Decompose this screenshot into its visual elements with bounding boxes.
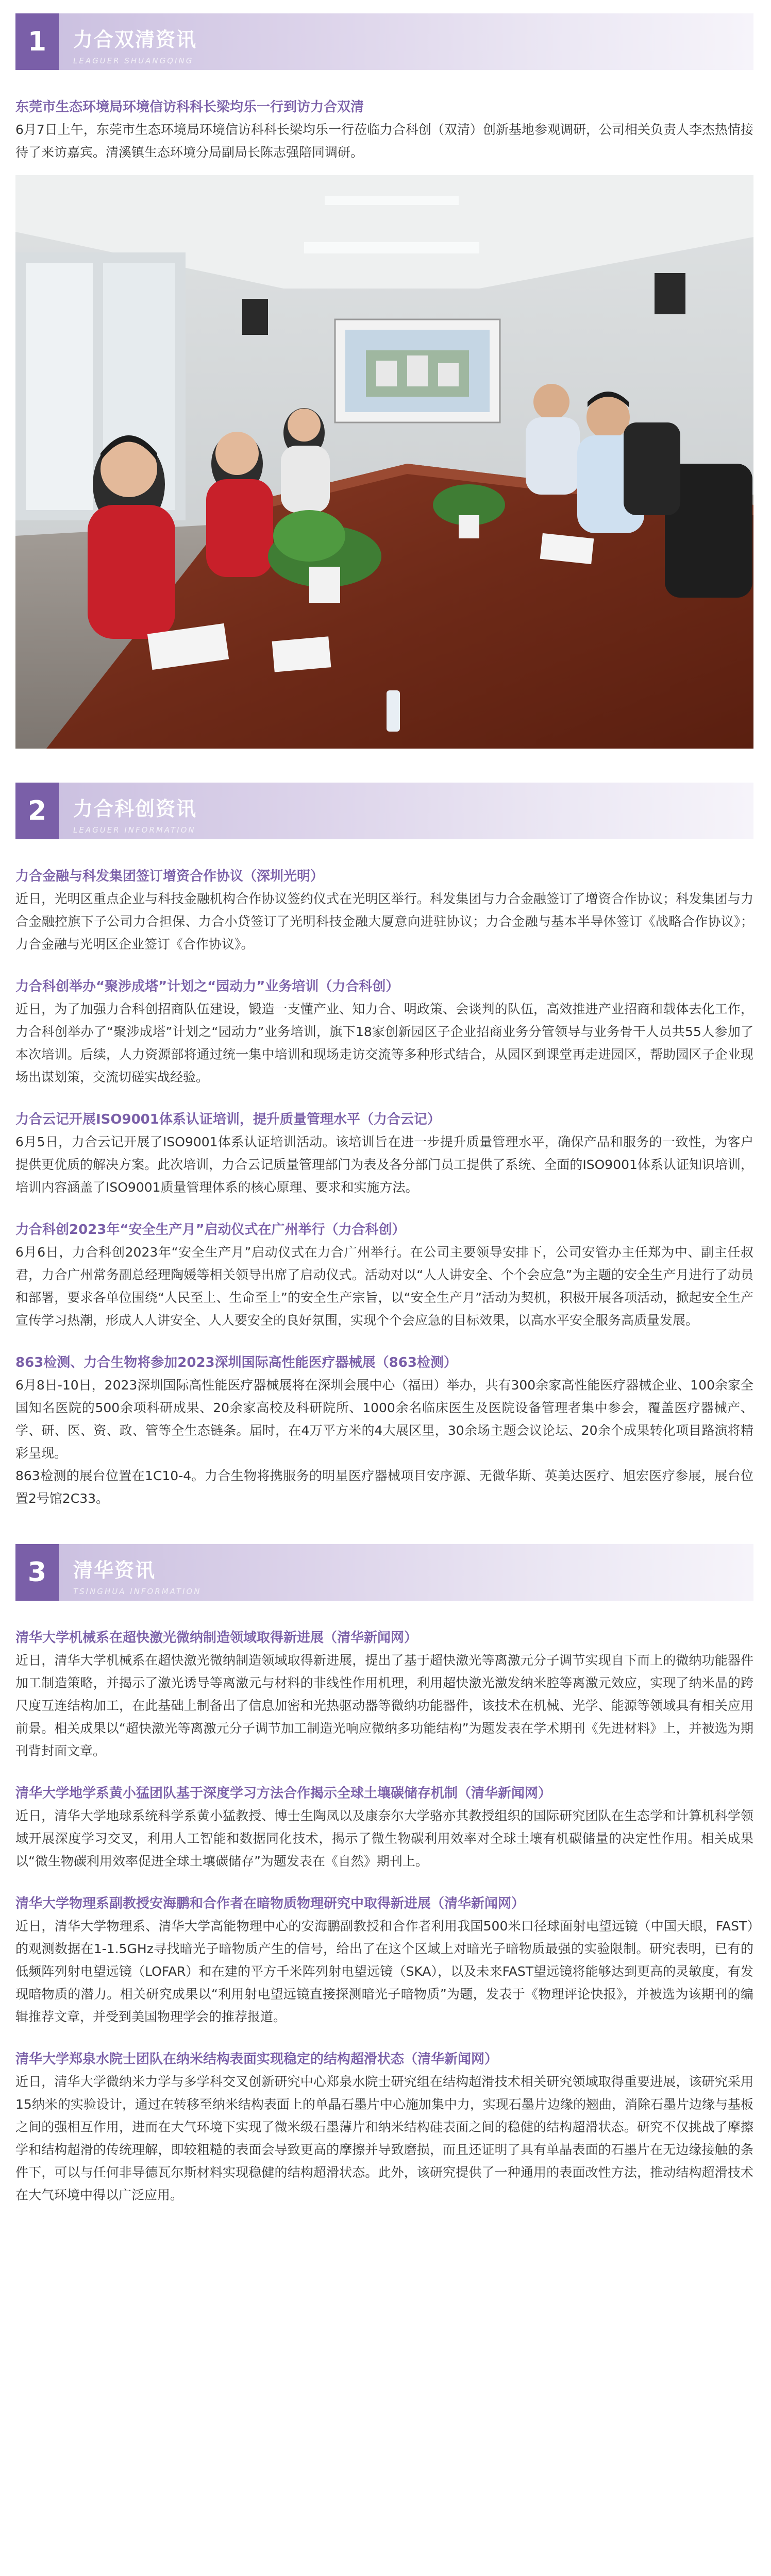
section-header-3 (15, 1544, 753, 1601)
article-title[interactable]: 清华大学地学系黄小猛团队基于深度学习方法合作揭示全球土壤碳储存机制（清华新闻网） (15, 1786, 552, 1801)
article (15, 1626, 753, 1762)
article (15, 1782, 753, 1873)
article-body: 近日，清华大学机械系在超快激光微纳制造领域取得新进展，提出了基于超快激光等离激元分子调节实现自下而上的微纳功能器件加工制造策略，并揭示了激光诱导等离激元与材料的非线性作用机理，利用超快激光激发纳米腔等离激元效应，实现了纳米晶的跨尺度互连结构加工，在此基础上制备出了信息加密和光热驱动器等微纳功能器件，该技术在机械、光学、能源等领域具有相关应用前景。相关成果以“超快激光等离激元分子调节加工制造光响应微纳多功能结构”为题发表在学术期刊《先进材料》上，并被选为期刊背封面文章。 (15, 1653, 753, 1758)
article-body: 6月5日，力合云记开展了ISO9001体系认证培训活动。该培训旨在进一步提升质量管理水平，确保产品和服务的一致性，为客户提供更优质的解决方案。此次培训，力合云记质量管理部门为表及各分部门员工提供了系统、全面的ISO9001体系认证知识培训，培训内容涵盖了ISO9001质量管理体系的核心原理、要求和实施方法。 (15, 1134, 753, 1195)
article-title[interactable]: 清华大学物理系副教授安海鹏和合作者在暗物质物理研究中取得新进展（清华新闻网） (15, 1896, 525, 1911)
article (15, 1108, 753, 1199)
article-title[interactable]: 清华大学郑泉水院士团队在纳米结构表面实现稳定的结构超滑状态（清华新闻网） (15, 2052, 498, 2067)
article-body: 6月7日上午，东莞市生态环境局环境信访科科长梁均乐一行莅临力合科创（双清）创新基地参观调研，公司相关负责人李杰热情接待了来访嘉宾。清溪镇生态环境分局副局长陈志强陪同调研。 (15, 122, 753, 160)
article-title[interactable]: 863检测、力合生物将参加2023深圳国际高性能医疗器械展（863检测） (15, 1355, 457, 1370)
section-header-2 (15, 783, 753, 839)
article-title[interactable]: 力合科创2023年“安全生产月”启动仪式在广州举行（力合科创） (15, 1222, 406, 1238)
section-number: 2 (15, 783, 59, 839)
article-title[interactable]: 力合云记开展ISO9001体系认证培训，提升质量管理水平（力合云记） (15, 1112, 441, 1127)
section-subtitle: LEAGUER SHUANGQING (73, 56, 194, 65)
article (15, 1892, 753, 2028)
article (15, 1351, 753, 1510)
article-title[interactable]: 清华大学机械系在超快激光微纳制造领域取得新进展（清华新闻网） (15, 1630, 418, 1646)
section-header-1 (15, 13, 753, 70)
article-title[interactable]: 力合金融与科发集团签订增资合作协议（深圳光明） (15, 869, 324, 884)
article-title[interactable]: 力合科创举办“聚涉成塔”计划之“园动力”业务培训（力合科创） (15, 979, 399, 994)
article-body: 近日，清华大学物理系、清华大学高能物理中心的安海鹏副教授和合作者利用我国500米口径球面射电望远镜（中国天眼，FAST）的观测数据在1-1.5GHz寻找暗光子暗物质产生的信号，给出了在这个区域上对暗光子暗物质最强的实验限制。研究表明，已有的低频阵列射电望远镜（LOFAR）和在建的平方千米阵列射电望远镜（SKA），以及未来FAST望远镜将能够达到更高的灵敏度，有发现暗物质的潜力。相关研究成果以“利用射电望远镜直接探测暗光子暗物质”为题，发表于《物理评论快报》，并被选为该期刊的编辑推荐文章，并受到美国物理学会的推荐报道。 (15, 1919, 753, 2024)
article-body: 6月8日-10日，2023深圳国际高性能医疗器械展将在深圳会展中心（福田）举办，共有300余家高性能医疗器械企业、100余家全国知名医院的500余项科研成果、20余家高校及科研院所、1000余名临床医生及医院设备管理者集中参会，覆盖医疗器械产、学、研、医、资、政、管等全生态链条。届时，在4万平方米的4大展区里，30余场主题会议论坛、20余个成果转化项目路演将精彩呈现。 (15, 1378, 753, 1461)
article (15, 2048, 753, 2207)
article-body: 近日，清华大学微纳米力学与多学科交叉创新研究中心郑泉水院士研究组在结构超滑技术相关研究领域取得重要进展，该研究采用15纳米的实验设计，通过在转移至纳米结构表面上的单晶石墨片中心施加集中力，实现石墨片边缘的翘曲，消除石墨片边缘与基板之间的强相互作用，进而在大气环境下实现了微米级石墨薄片和纳米结构硅表面之间的稳健的结构超滑状态。研究不仅挑战了摩擦学和结构超滑的传统理解，即较粗糙的表面会导致更高的摩擦并导致磨损，而且还证明了具有单晶表面的石墨片在无边缘接触的条件下，可以与任何非导德瓦尔斯材料实现稳健的结构超滑状态。此外，该研究提供了一种通用的表面改性方法，推动结构超滑技术在大气环境中得以广泛应用。 (15, 2074, 753, 2202)
section-number: 3 (15, 1544, 59, 1601)
article-body: 近日，清华大学地球系统科学系黄小猛教授、博士生陶凤以及康奈尔大学骆亦其教授组织的国际研究团队在生态学和计算机科学领域开展深度学习交叉，利用人工智能和数据同化技术，揭示了微生物碳利用效率对全球土壤有机碳储量的决定性作用。相关成果以“微生物碳利用效率促进全球土壤碳储存”为题发表在《自然》期刊上。 (15, 1808, 753, 1869)
article-body: 6月6日，力合科创2023年“安全生产月”启动仪式在力合广州举行。在公司主要领导安排下，公司安管办主任郑为中、副主任叔君，力合广州常务副总经理陶媛等相关领导出席了启动仪式。活动对以“人人讲安全、个个会应急”为主题的安全生产月进行了动员和部署，要求各单位围绕“人民至上、生命至上”的安全生产宗旨，以“安全生产月”活动为契机，积极开展各项活动，掀起安全生产宣传学习热潮，形成人人讲安全、人人要安全的良好氛围，实现个个会应急的目标效果，以高水平安全服务高质量发展。 (15, 1245, 753, 1328)
meeting-photo (15, 175, 753, 749)
section-title: 力合科创资讯 (73, 798, 197, 820)
section-number: 1 (15, 13, 59, 70)
section-subtitle: TSINGHUA INFORMATION (73, 1587, 202, 1596)
newsletter-page (0, 13, 771, 2227)
section-title: 力合双清资讯 (73, 28, 197, 51)
article (15, 865, 753, 956)
section-subtitle: LEAGUER INFORMATION (73, 825, 196, 835)
article-title[interactable]: 东莞市生态环境局环境信访科科长梁均乐一行到访力合双清 (15, 99, 364, 115)
article-body: 近日，光明区重点企业与科技金融机构合作协议签约仪式在光明区举行。科发集团与力合金融签订了增资合作协议；科发集团与力合金融控旗下子公司力合担保、力合小贷签订了光明科技金融大厦意向进驻协议；力合金融与基本半导体签订《战略合作协议》；力合金融与光明区企业签订《合作协议》。 (15, 891, 753, 952)
section-title: 清华资讯 (73, 1559, 156, 1582)
article (15, 1218, 753, 1332)
article-body: 近日，为了加强力合科创招商队伍建设，锻造一支懂产业、知力合、明政策、会谈判的队伍，高效推进产业招商和载体去化工作，力合科创举办了“聚涉成塔”计划之“园动力”业务培训，旗下18家创新园区子企业招商业务分管领导与业务骨干人员共55人参加了本次培训。后续，人力资源部将通过统一集中培训和现场走访交流等多种形式结合，从园区到课堂再走进园区，帮助园区子企业现场出谋划策，交流切磋实战经验。 (15, 1002, 753, 1084)
article-body-extra: 863检测的展台位置在1C10-4。力合生物将携服务的明星医疗器械项目安序源、无微华斯、英美达医疗、旭宏医疗参展，展台位置2号馆2C33。 (15, 1468, 753, 1506)
article (15, 975, 753, 1089)
article (15, 96, 753, 164)
